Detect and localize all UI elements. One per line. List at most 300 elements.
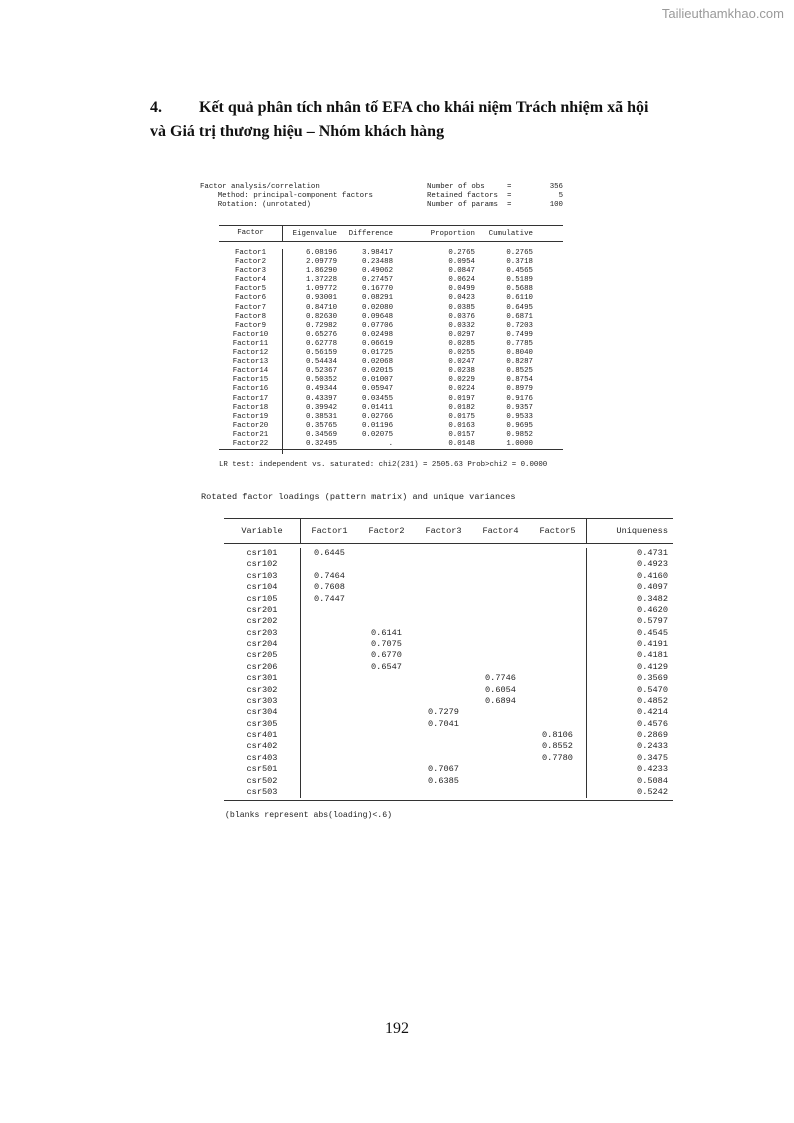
- table-cell: 0.0385: [448, 303, 475, 312]
- col-header: Factor4: [482, 526, 519, 536]
- table-row: [224, 741, 673, 752]
- table-cell: Factor4: [219, 276, 283, 285]
- table-cell: csr202: [224, 616, 301, 627]
- table-cell: [358, 685, 415, 696]
- table-cell: 0.01196: [361, 421, 393, 430]
- table-cell: 0.0297: [448, 330, 475, 339]
- table-row: [219, 422, 563, 431]
- table-cell: 0.6141: [371, 627, 402, 638]
- table-cell: [415, 730, 472, 741]
- table-row: [219, 367, 563, 376]
- table-cell: [415, 616, 472, 627]
- table-cell: 1.09772: [305, 285, 337, 294]
- table-cell: 0.0224: [448, 385, 475, 394]
- rotated-table-header: [224, 519, 673, 543]
- table-cell: [529, 707, 586, 718]
- table-cell: csr502: [224, 776, 301, 787]
- table-row: [219, 404, 563, 413]
- table-cell: 0.0954: [448, 258, 475, 267]
- table-cell: [529, 582, 586, 593]
- table-cell: Factor3: [219, 267, 283, 276]
- table-cell: 0.6054: [485, 684, 516, 695]
- col-header: Uniqueness: [586, 519, 668, 543]
- table-cell: 0.49062: [361, 267, 393, 276]
- table-cell: 0.7203: [506, 321, 533, 330]
- table-cell: [472, 594, 529, 605]
- table-cell: 0.05947: [361, 385, 393, 394]
- table-cell: [415, 753, 472, 764]
- table-row: [224, 628, 673, 639]
- table-cell: 0.4129: [586, 662, 668, 673]
- table-cell: 0.6547: [371, 661, 402, 672]
- table-cell: 0.7464: [314, 570, 345, 581]
- table-cell: 0.07706: [361, 321, 393, 330]
- table-cell: 0.02015: [361, 367, 393, 376]
- table-cell: 0.02075: [361, 430, 393, 439]
- table-cell: Factor7: [219, 304, 283, 313]
- table-cell: 0.4852: [586, 696, 668, 707]
- watermark: Tailieuthamkhao.com: [661, 6, 784, 21]
- table-cell: 0.49344: [305, 385, 337, 394]
- table-cell: csr201: [224, 605, 301, 616]
- table-cell: [358, 753, 415, 764]
- table-row: [219, 285, 563, 294]
- table-cell: 0.4731: [586, 548, 668, 559]
- table-cell: [358, 594, 415, 605]
- table-cell: 0.0376: [448, 312, 475, 321]
- table-cell: [415, 559, 472, 570]
- table-cell: 0.06619: [361, 339, 393, 348]
- table-cell: [301, 685, 358, 696]
- table-row: [219, 340, 563, 349]
- table-cell: [301, 559, 358, 570]
- rotated-loadings-title: Rotated factor loadings (pattern matrix) and unique variances: [201, 492, 516, 502]
- table-row: [224, 616, 673, 627]
- table-row: [224, 559, 673, 570]
- table-cell: 0.0229: [448, 376, 475, 385]
- table-cell: 0.0499: [448, 285, 475, 294]
- table-cell: 0.4160: [586, 571, 668, 582]
- table-cell: 0.4214: [586, 707, 668, 718]
- table-row: [219, 385, 563, 394]
- nobs-label: Number of obs: [427, 183, 485, 191]
- table-cell: 0.4097: [586, 582, 668, 593]
- table-cell: 0.0247: [448, 358, 475, 367]
- col-header: Eigenvalue: [292, 229, 337, 238]
- table-row: [219, 413, 563, 422]
- table-cell: 0.01007: [361, 376, 393, 385]
- table-row: [224, 571, 673, 582]
- table-cell: 0.6770: [371, 650, 402, 661]
- table-cell: Factor19: [219, 413, 283, 422]
- table-cell: csr104: [224, 582, 301, 593]
- table-row: [224, 673, 673, 684]
- table-cell: [358, 707, 415, 718]
- col-header: Variable: [224, 519, 301, 543]
- fa-method: Method: principal-component factors: [200, 191, 373, 200]
- table-cell: [472, 707, 529, 718]
- table-cell: 0.4191: [586, 639, 668, 650]
- table-cell: csr501: [224, 764, 301, 775]
- table-row: [219, 249, 563, 258]
- table-cell: csr102: [224, 559, 301, 570]
- table-cell: 0.7075: [371, 639, 402, 649]
- table-cell: Factor12: [219, 349, 283, 358]
- table-cell: [358, 764, 415, 775]
- table-cell: [301, 753, 358, 764]
- table-row: [224, 582, 673, 593]
- col-header: Factor1: [311, 526, 348, 536]
- table-cell: Factor2: [219, 258, 283, 267]
- table-cell: [472, 571, 529, 582]
- table-cell: [472, 559, 529, 570]
- table-cell: 0.6495: [506, 303, 533, 312]
- table-cell: 0.8287: [506, 358, 533, 367]
- table-cell: 0.02068: [361, 358, 393, 367]
- table-cell: [472, 741, 529, 752]
- table-cell: 0.5470: [586, 685, 668, 696]
- col-header: Factor5: [539, 526, 576, 536]
- table-row: [219, 267, 563, 276]
- table-cell: 0.8040: [506, 349, 533, 358]
- table-cell: 0.93001: [305, 294, 337, 303]
- table-cell: Factor13: [219, 358, 283, 367]
- table-row: [224, 707, 673, 718]
- table-row: [219, 376, 563, 385]
- table-cell: [415, 787, 472, 798]
- table-cell: .: [388, 439, 393, 448]
- table-cell: Factor21: [219, 431, 283, 440]
- table-cell: csr303: [224, 696, 301, 707]
- table-cell: [358, 605, 415, 616]
- table-cell: [358, 741, 415, 752]
- table-cell: 0.8754: [506, 376, 533, 385]
- table-cell: [529, 696, 586, 707]
- table-cell: 0.02498: [361, 330, 393, 339]
- table-cell: 0.5189: [506, 276, 533, 285]
- table-cell: 3.98417: [361, 249, 393, 257]
- table-cell: csr205: [224, 650, 301, 661]
- eigenvalue-table-body: [219, 242, 563, 449]
- table-cell: 0.2869: [586, 730, 668, 741]
- table-cell: 0.0182: [448, 403, 475, 412]
- table-cell: 0.9533: [506, 412, 533, 421]
- table-cell: Factor5: [219, 285, 283, 294]
- table-cell: 0.62778: [305, 339, 337, 348]
- table-cell: [301, 764, 358, 775]
- table-row: [224, 685, 673, 696]
- rotated-table-body: [224, 544, 673, 800]
- table-cell: [415, 696, 472, 707]
- table-cell: 0.56159: [305, 349, 337, 358]
- table-cell: [472, 548, 529, 559]
- table-cell: 2.09779: [305, 258, 337, 267]
- table-cell: 0.4233: [586, 764, 668, 775]
- table-cell: 0.2765: [448, 249, 475, 257]
- table-cell: 0.5084: [586, 776, 668, 787]
- col-header: Proportion: [430, 229, 475, 238]
- table-cell: 0.7499: [506, 330, 533, 339]
- table-cell: 0.2433: [586, 741, 668, 752]
- table-cell: Factor10: [219, 331, 283, 340]
- table-cell: 0.0423: [448, 294, 475, 303]
- table-row: [219, 294, 563, 303]
- table-cell: 0.3569: [586, 673, 668, 684]
- table-cell: [529, 605, 586, 616]
- table-cell: 0.6894: [485, 695, 516, 706]
- table-cell: 0.52367: [305, 367, 337, 376]
- table-cell: Factor20: [219, 422, 283, 431]
- table-cell: 0.9176: [506, 394, 533, 403]
- table-cell: [301, 616, 358, 627]
- table-cell: 0.43397: [305, 394, 337, 403]
- table-cell: 0.0238: [448, 367, 475, 376]
- table-cell: Factor1: [219, 249, 283, 258]
- table-cell: 0.0157: [448, 430, 475, 439]
- table-cell: 0.0332: [448, 321, 475, 330]
- table-cell: 0.7279: [428, 707, 459, 718]
- table-cell: 0.27457: [361, 276, 393, 285]
- table-cell: csr403: [224, 753, 301, 764]
- table-row: [224, 764, 673, 775]
- table-cell: Factor6: [219, 294, 283, 303]
- table-cell: 0.39942: [305, 403, 337, 412]
- table-cell: [358, 582, 415, 593]
- table-cell: csr402: [224, 741, 301, 752]
- table-cell: [529, 616, 586, 627]
- table-cell: [358, 776, 415, 787]
- table-cell: [358, 616, 415, 627]
- table-row: [224, 594, 673, 605]
- table-cell: [301, 776, 358, 787]
- table-cell: [529, 787, 586, 798]
- table-row: [224, 639, 673, 650]
- table-cell: 0.5688: [506, 285, 533, 294]
- table-cell: [472, 776, 529, 787]
- table-cell: Factor9: [219, 322, 283, 331]
- table-cell: [529, 719, 586, 730]
- table-cell: 0.3482: [586, 594, 668, 605]
- table-cell: [529, 662, 586, 673]
- table-cell: 0.7067: [428, 764, 459, 775]
- table-cell: Factor8: [219, 313, 283, 322]
- table-cell: 0.9357: [506, 403, 533, 412]
- table-cell: 0.08291: [361, 294, 393, 303]
- table-row: [224, 753, 673, 764]
- table-row: [224, 787, 673, 798]
- page-number: 192: [385, 1020, 409, 1037]
- table-cell: 0.0285: [448, 339, 475, 348]
- table-cell: 0.7746: [485, 673, 516, 684]
- table-cell: [301, 707, 358, 718]
- table-cell: csr206: [224, 662, 301, 673]
- heading-line-2: và Giá trị thương hiệu – Nhóm khách hàng: [150, 123, 445, 140]
- table-cell: csr101: [224, 548, 301, 559]
- table-cell: [529, 685, 586, 696]
- equals-sign: =: [507, 183, 512, 191]
- table-cell: [472, 582, 529, 593]
- table-cell: [529, 650, 586, 661]
- table-cell: [301, 605, 358, 616]
- table-cell: 0.0624: [448, 276, 475, 285]
- table-cell: 0.4181: [586, 650, 668, 661]
- table-cell: Factor18: [219, 404, 283, 413]
- table-cell: 0.8552: [542, 741, 573, 752]
- table-row: [219, 322, 563, 331]
- table-cell: [529, 571, 586, 582]
- rotated-table-note: (blanks represent abs(loading)<.6): [225, 811, 393, 820]
- equals-sign: =: [507, 191, 512, 200]
- table-cell: [301, 787, 358, 798]
- table-cell: [415, 650, 472, 661]
- table-cell: [529, 764, 586, 775]
- table-cell: Factor22: [219, 440, 283, 449]
- table-cell: 0.9852: [506, 430, 533, 439]
- table-cell: [529, 559, 586, 570]
- table-cell: csr305: [224, 719, 301, 730]
- table-cell: [301, 673, 358, 684]
- params-value: 100: [549, 200, 563, 209]
- table-row: [219, 349, 563, 358]
- col-header: Factor2: [368, 526, 405, 536]
- table-row: [224, 696, 673, 707]
- table-cell: [415, 605, 472, 616]
- table-cell: 0.0847: [448, 267, 475, 276]
- table-cell: 0.5242: [586, 787, 668, 798]
- table-cell: 0.32495: [305, 439, 337, 448]
- table-cell: 0.0163: [448, 421, 475, 430]
- table-cell: 0.4576: [586, 719, 668, 730]
- table-cell: 0.6871: [506, 312, 533, 321]
- table-cell: 0.0255: [448, 349, 475, 358]
- table-cell: 0.01725: [361, 349, 393, 358]
- table-cell: [415, 548, 472, 559]
- table-cell: csr302: [224, 685, 301, 696]
- table-cell: csr204: [224, 639, 301, 650]
- retained-label: Retained factors: [427, 191, 498, 200]
- table-cell: [301, 730, 358, 741]
- table-cell: [529, 776, 586, 787]
- table-cell: 0.16770: [361, 285, 393, 294]
- table-cell: [472, 764, 529, 775]
- table-row: [219, 304, 563, 313]
- table-cell: csr401: [224, 730, 301, 741]
- table-cell: 0.4923: [586, 559, 668, 570]
- table-cell: [472, 662, 529, 673]
- table-cell: [472, 787, 529, 798]
- table-cell: 0.82630: [305, 312, 337, 321]
- table-cell: [472, 605, 529, 616]
- table-row: [224, 548, 673, 559]
- table-cell: 0.0197: [448, 394, 475, 403]
- table-row: [224, 662, 673, 673]
- col-header: Cumulative: [488, 229, 533, 238]
- table-cell: [472, 639, 529, 650]
- table-cell: csr203: [224, 628, 301, 639]
- table-row: [219, 331, 563, 340]
- table-cell: Factor16: [219, 385, 283, 394]
- table-cell: 0.02766: [361, 412, 393, 421]
- heading-line-1: Kết quả phân tích nhân tố EFA cho khái niệm Trách nhiệm xã hội: [199, 99, 649, 116]
- table-cell: [529, 639, 586, 650]
- table-cell: 0.6445: [314, 548, 345, 558]
- table-cell: Factor11: [219, 340, 283, 349]
- table-cell: 0.0175: [448, 412, 475, 421]
- table-cell: 0.50352: [305, 376, 337, 385]
- col-header: Factor3: [425, 526, 462, 536]
- table-cell: Factor14: [219, 367, 283, 376]
- table-cell: [415, 685, 472, 696]
- table-cell: [358, 571, 415, 582]
- table-cell: [301, 639, 358, 650]
- table-row: [219, 440, 563, 449]
- table-cell: [358, 548, 415, 559]
- table-cell: [529, 548, 586, 559]
- eigenvalue-table: [219, 225, 563, 454]
- table-cell: Factor15: [219, 376, 283, 385]
- table-cell: csr103: [224, 571, 301, 582]
- params-label: Number of params: [427, 200, 498, 209]
- retained-value: 5: [558, 191, 563, 200]
- fa-rotation: Rotation: (unrotated): [200, 200, 311, 209]
- table-cell: [472, 628, 529, 639]
- table-cell: [415, 571, 472, 582]
- table-cell: [358, 696, 415, 707]
- table-cell: 0.8525: [506, 367, 533, 376]
- table-cell: 0.7608: [314, 582, 345, 593]
- table-cell: 0.9695: [506, 421, 533, 430]
- table-cell: [529, 628, 586, 639]
- table-cell: 0.0148: [448, 439, 475, 448]
- table-cell: 0.3718: [506, 258, 533, 267]
- table-cell: [358, 730, 415, 741]
- table-row: [219, 313, 563, 322]
- table-cell: 0.34569: [305, 430, 337, 439]
- table-cell: [358, 673, 415, 684]
- table-cell: 0.72982: [305, 321, 337, 330]
- table-cell: 0.7447: [314, 593, 345, 604]
- table-cell: 0.23488: [361, 258, 393, 267]
- table-cell: [472, 753, 529, 764]
- table-cell: [301, 719, 358, 730]
- table-cell: 0.8106: [542, 730, 573, 740]
- table-cell: [358, 787, 415, 798]
- table-cell: 0.5797: [586, 616, 668, 627]
- table-cell: [301, 662, 358, 673]
- table-cell: 1.86290: [305, 267, 337, 276]
- table-cell: [358, 559, 415, 570]
- table-cell: 0.38531: [305, 412, 337, 421]
- table-cell: [472, 719, 529, 730]
- table-cell: [472, 650, 529, 661]
- section-heading: [150, 96, 710, 144]
- table-cell: 1.0000: [506, 439, 533, 448]
- nobs-value: 356: [549, 183, 563, 191]
- table-cell: 0.3475: [586, 753, 668, 764]
- table-cell: 0.03455: [361, 394, 393, 403]
- equals-sign: =: [507, 200, 512, 209]
- table-row: [224, 776, 673, 787]
- table-cell: [415, 582, 472, 593]
- table-cell: [301, 741, 358, 752]
- table-row: [219, 395, 563, 404]
- table-cell: [415, 741, 472, 752]
- table-cell: [415, 662, 472, 673]
- table-cell: [472, 616, 529, 627]
- table-cell: 0.4545: [586, 628, 668, 639]
- table-row: [219, 358, 563, 367]
- table-row: [219, 431, 563, 440]
